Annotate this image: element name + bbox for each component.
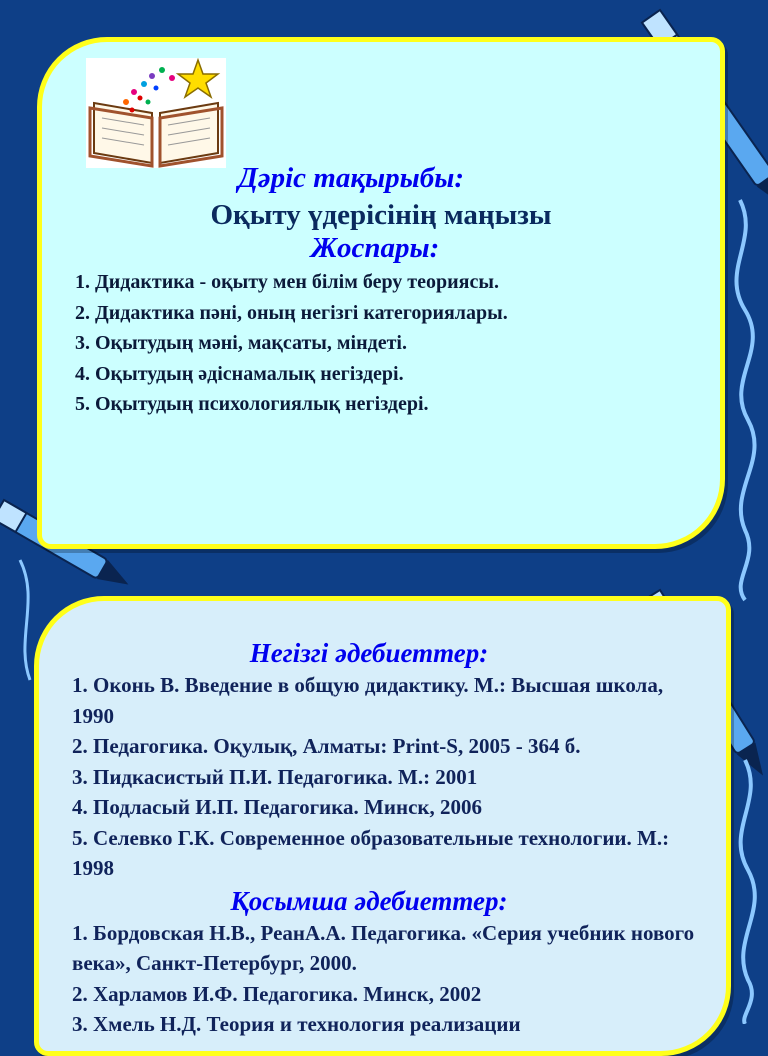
wavy-line (741, 760, 755, 1024)
plan-label: Жоспары: (310, 232, 440, 264)
list-item: 1. Оконь В. Введение в общую дидактику. М.: Высшая школа, 1990 (72, 673, 664, 728)
literature-slide (34, 596, 731, 1056)
slide2-content (72, 637, 706, 1040)
open-book-stars-icon (86, 58, 226, 168)
main-literature-list (72, 670, 706, 884)
lecture-slide (37, 37, 725, 549)
list-item: 2. Харламов И.Ф. Педагогика. Минск, 2002 (72, 981, 482, 1006)
list-item: 5. Оқытудың психологиялық негіздері. (75, 393, 429, 415)
list-item: 2. Педагогика. Оқулық, Алматы: Print-S, 2005 - 364 б. (72, 734, 581, 758)
wavy-line (736, 200, 754, 600)
list-item: 2. Дидактика пәні, оның негізгі категориялары. (75, 301, 508, 324)
extra-literature-list (72, 918, 706, 1040)
extra-literature-label: Қосымша әдебиеттер: (230, 885, 508, 916)
list-item: 1. Дидактика - оқыту мен білім беру теориясы. (75, 271, 499, 293)
list-item: 3. Хмель Н.Д. Теория и технология реализации (72, 1012, 521, 1036)
lecture-title: Оқыту үдерісінің маңызы (210, 199, 552, 231)
slide1-content (42, 162, 720, 420)
list-item: 5. Селевко Г.К. Современное образовательные технологии. М.: 1998 (72, 825, 670, 880)
list-item: 3. Оқытудың мәні, мақсаты, міндеті. (75, 332, 407, 354)
wavy-line (20, 560, 30, 680)
main-literature-label: Негізгі әдебиеттер: (249, 638, 489, 668)
list-item: 1. Бордовская Н.В., РеанА.А. Педагогика. «Серия учебник нового века», Санкт-Петербург, 2000. (72, 920, 695, 975)
lecture-topic-label: Дәріс тақырыбы: (237, 162, 465, 194)
list-item: 3. Пидкасистый П.И. Педагогика. М.: 2001 (72, 764, 478, 789)
list-item: 4. Подласый И.П. Педагогика. Минск, 2006 (72, 795, 482, 819)
plan-list (75, 267, 720, 420)
list-item: 4. Оқытудың әдіснамалық негіздері. (75, 362, 404, 385)
